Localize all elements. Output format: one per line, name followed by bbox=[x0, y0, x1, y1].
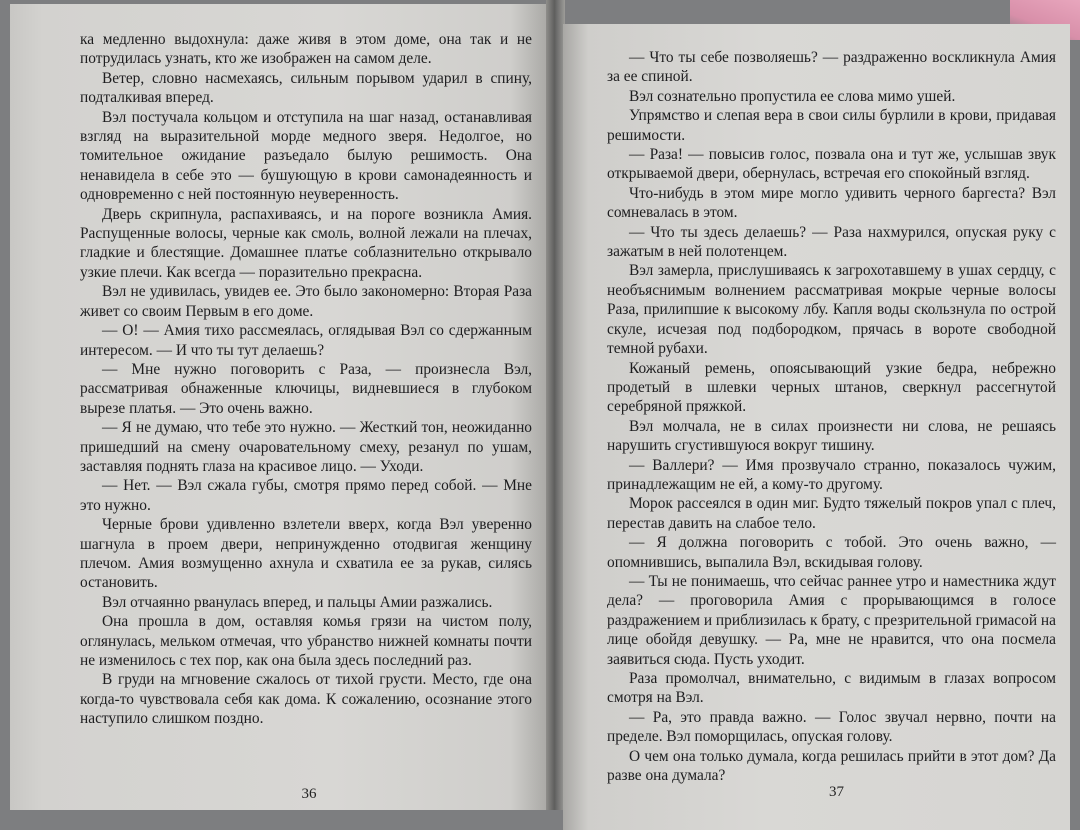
paragraph: — О! — Амия тихо рассмеялась, оглядывая Вэл со сдержанным интересом. — И что ты тут делаешь? bbox=[80, 322, 532, 359]
paragraph: ка медленно выдохнула: даже живя в этом доме, она так и не потрудилась узнать, кто же изображен на самом деле. bbox=[80, 31, 532, 68]
paragraph: Вэл отчаянно рванулась вперед, и пальцы Амии разжались. bbox=[102, 593, 493, 611]
left-page bbox=[10, 4, 548, 810]
paragraph: Кожаный ремень, опоясывающий узкие бедра, небрежно продетый в шлевки черных штанов, сверкнул рассегнутой серебряной пряжкой. bbox=[607, 359, 1056, 416]
paragraph: В груди на мгновение сжалось от тихой грусти. Место, где она когда-то чувствовала себя как дома. К сожалению, осознание этого наступило слишком поздно. bbox=[80, 671, 532, 728]
paragraph: Вэл не удивилась, увидев ее. Это было закономерно: Вторая Раза живет со своим Первым в его доме. bbox=[80, 283, 532, 320]
paragraph: Вэл постучала кольцом и отступила на шаг назад, останавливая взгляд на выразительной морде медного зверя. Недолгое, но томительное ожидание разъедало былую решимость. Она ненавидела в себе это — бушующую в крови самонадеянность и одновременно с ней постоянную неуверенность. bbox=[80, 108, 532, 204]
paragraph: Морок рассеялся в один миг. Будто тяжелый покров упал с плеч, перестав давить на слабое тело. bbox=[607, 495, 1056, 532]
paragraph: — Раза! — повысив голос, позвала она и тут же, услышав звук открываемой двери, обернулась, встречая его спокойный взгляд. bbox=[607, 146, 1056, 183]
paragraph: Черные брови удивленно взлетели вверх, когда Вэл уверенно шагнула в проем двери, непринужденно отодвигая женщину плечом. Амия возмущенно ахнула и схватила ее за рукав, силясь остановить. bbox=[80, 516, 532, 592]
paragraph: Она прошла в дом, оставляя комья грязи на чистом полу, оглянулась, мельком отмечая, что убранство нижней комнаты почти не изменилось с тех пор, как она была здесь последний раз. bbox=[80, 613, 532, 669]
page-number: 37 bbox=[829, 783, 844, 800]
paragraph: Что-нибудь в этом мире могло удивить черного баргеста? Вэл сомневалась в этом. bbox=[607, 184, 1056, 222]
paragraph: Вэл сознательно пропустила ее слова мимо ушей. bbox=[629, 87, 956, 105]
paragraph: — Ты не понимаешь, что сейчас раннее утро и наместника ждут дела? — проговорила Амия с прорывающимся в голосе раздражением и приблизилась к брату, с презрительной гримасой на лице обойдя девушку. — Ра, мне не нравится, что она посмела заявиться сюда. Пусть уходит. bbox=[607, 572, 1056, 668]
right-page bbox=[563, 24, 1070, 830]
paragraph: Упрямство и слепая вера в свои силы бурлили в крови, придавая решимости. bbox=[607, 107, 1056, 144]
paragraph: — Мне нужно поговорить с Раза, — произнесла Вэл, рассматривая обнаженные ключицы, видневшиеся в глубоком вырезе платья. — Это очень важно. bbox=[80, 360, 532, 417]
paragraph: Ветер, словно насмехаясь, сильным порывом ударил в спину, подталкивая вперед. bbox=[80, 69, 532, 107]
open-book bbox=[10, 0, 1070, 810]
paragraph: О чем она только думала, когда решилась прийти в этот дом? Да разве она думала? bbox=[607, 747, 1056, 785]
paragraph: — Валлери? — Имя прозвучало странно, показалось чужим, принадлежащим не ей, а кому-то другому. bbox=[607, 456, 1056, 493]
paragraph: — Нет. — Вэл сжала губы, смотря прямо перед собой. — Мне это нужно. bbox=[80, 477, 532, 514]
paragraph: — Ра, это правда важно. — Голос звучал нервно, почти на пределе. Вэл поморщилась, опуская голову. bbox=[607, 708, 1056, 746]
paragraph: Вэл молчала, не в силах произнести ни слова, не решаясь нарушить сгустившуюся вокруг тишину. bbox=[607, 417, 1056, 455]
paragraph: Вэл замерла, прислушиваясь к загрохотавшему в ушах сердцу, с необъяснимым волнением рассматривая мокрые черные волосы Раза, прилипшие к высокому лбу. Капля воды скользнула по острой скуле, исчезая под подбородком, прячась в вороте свободной темной рубахи. bbox=[607, 262, 1056, 358]
paragraph: — Что ты себе позволяешь? — раздраженно воскликнула Амия за ее спиной. bbox=[607, 49, 1056, 86]
paragraph: Раза промолчал, внимательно, с видимым в глазах вопросом смотря на Вэл. bbox=[607, 670, 1056, 707]
paragraph: — Я не думаю, что тебе это нужно. — Жесткий тон, неожиданно пришедший на смену очаровательному смеху, резанул по ушам, заставляя поднять глаза на красивое лицо. — Уходи. bbox=[80, 419, 532, 475]
paragraph: — Я должна поговорить с тобой. Это очень важно, — опомнившись, выпалила Вэл, вскидывая голову. bbox=[607, 534, 1056, 571]
page-number: 36 bbox=[301, 785, 317, 802]
paragraph: — Что ты здесь делаешь? — Раза нахмурился, опуская руку с зажатым в ней полотенцем. bbox=[607, 223, 1056, 261]
paragraph: Дверь скрипнула, распахиваясь, и на пороге возникла Амия. Распущенные волосы, черные как смоль, волной лежали на плечах, гладкие и блестящие. Домашнее платье соблазнительно открывало узкие плечи. Как всегда — поразительно прекрасна. bbox=[80, 205, 532, 281]
